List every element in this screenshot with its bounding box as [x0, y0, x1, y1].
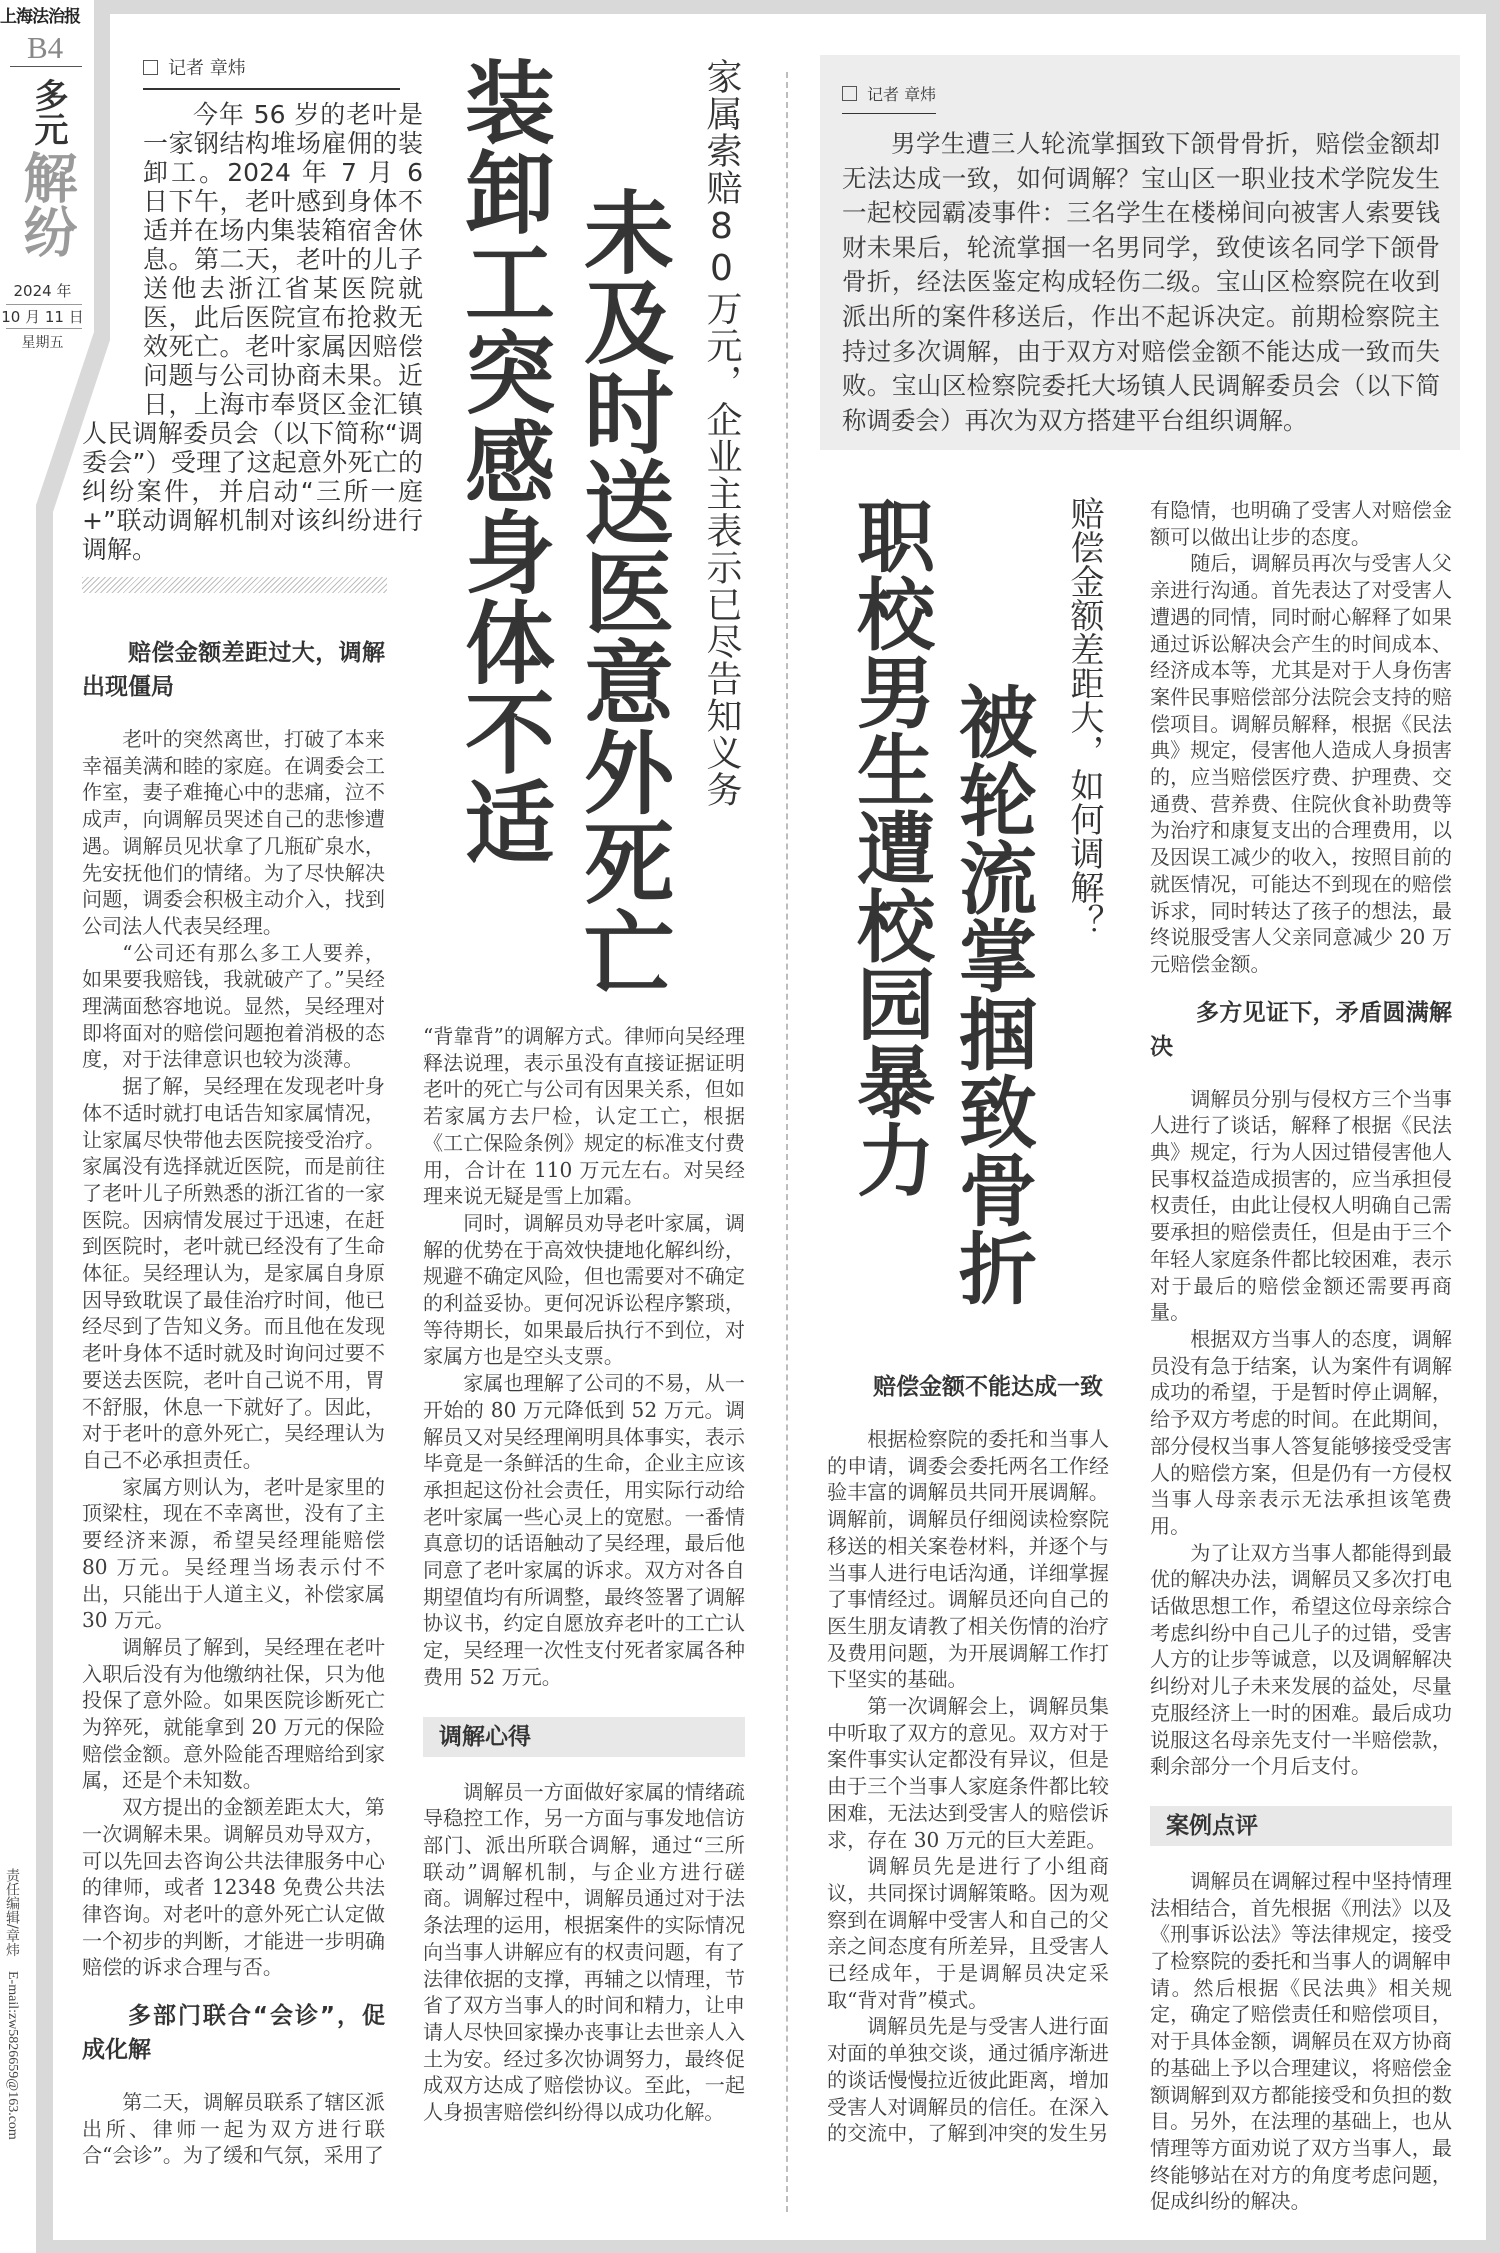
body-paragraph: 第二天，调解员联系了辖区派出所、律师一起为双方进行联合“会诊”。为了缓和气氛，采用了	[82, 2090, 385, 2168]
article2-byline	[842, 82, 936, 114]
body-paragraph: 根据检察院的委托和当事人的申请，调委会委托两名工作经验丰富的调解员共同开展调解。调解前，调解员仔细阅读检察院移送的相关案卷材料，并逐个与当事人进行电话沟通，详细掌握了事情经过。调解员还向自己的医生朋友请教了相关伤情的治疗及费用问题，为开展调解工作打下坚实的基础。	[827, 1427, 1109, 1692]
divider	[10, 66, 82, 67]
body-paragraph: 有隐情，也明确了受害人对赔偿金额可以做出让步的态度。	[1150, 498, 1452, 549]
checkbox-square-icon	[143, 60, 158, 75]
article2-title-line2: 职校男生遭校园暴力	[844, 496, 935, 1198]
hatched-separator	[82, 577, 387, 593]
editor-email[interactable]: E-mail:zw5826659@163.com	[5, 1971, 20, 2140]
body-paragraph: “背靠背”的调解方式。律师向吴经理释法说理，表示虽没有直接证据证明老叶的死亡与公司有因果关系，但如若家属方去尸检，认定工亡，根据《工亡保险条例》规定的标准支付费用，合计在 110 万元左右。对吴经理来说无疑是雪上加霜。	[423, 1024, 745, 1209]
body-paragraph: 家属方则认为，老叶是家里的顶梁柱，现在不幸离世，没有了主要经济来源，希望吴经理能赔偿 80 万元。吴经理当场表示付不出，只能出于人道主义，补偿家属 30 万元。	[82, 1474, 385, 1633]
issue-year: 2024 年	[13, 282, 72, 300]
body-paragraph: 第一次调解会上，调解员集中听取了双方的意见。双方对于案件事实认定都没有异议，但是由于三个当事人家庭条件都比较困难，无法达到受害人的赔偿诉求，存在 30 万元的巨大差距。	[827, 1694, 1109, 1852]
boxed-section-heading: 调解心得	[423, 1717, 745, 1757]
article1-title-line1: 未及时送医意外死亡	[568, 186, 674, 996]
boxed-section-heading: 案例点评	[1150, 1806, 1452, 1846]
body-paragraph: 同时，调解员劝导老叶家属，调解的优势在于高效快捷地化解纠纷，规避不确定风险，但也需要对不确定的利益妥协。更何况诉讼程序繁琐，等待期长，如果最后执行不到位，对家属方也是空头支票。	[423, 1210, 745, 1369]
newspaper-logo: 上海法治报	[0, 7, 80, 27]
intro-spacer	[82, 100, 143, 419]
issue-weekday: 星期五	[21, 335, 64, 351]
issue-date: 10 月 11 日	[1, 308, 84, 326]
article2-column4	[1150, 497, 1452, 2222]
section-name-line1: 多元	[28, 78, 68, 146]
section-heading: 赔偿金额不能达成一致	[873, 1374, 1103, 1400]
article1-byline	[143, 54, 400, 90]
body-paragraph: 调解员了解到，吴经理在老叶入职后没有为他缴纳社保，只为他投保了意外险。如果医院诊断死亡为猝死，就能拿到 20 万元的保险赔偿金额。意外险能否理赔给到家属，还是个未知数。	[82, 1634, 385, 1793]
article2-subtitle: 赔偿金额差距大，如何调解？	[1064, 496, 1104, 938]
byline-text: 记者 章炜	[867, 85, 937, 104]
intro-paragraph: 今年 56 岁的老叶是一家钢结构堆场雇佣的装卸工。2024 年 7 月 6 日下午，老叶感到身体不适并在场内集装箱宿舍休息。第二天，老叶的儿子送他去浙江省某医院就医，此后医院宣布抢救无效死亡。老叶家属因赔偿问题与公司协商未果。近日，上海市奉贤区金汇镇人民调解委员会（以下简称“调委会”）受理了这起意外死亡的纠纷案件，并启动“三所一庭 +”联动调解机制对该纠纷进行调解。	[82, 100, 423, 564]
article1-intro	[82, 100, 423, 564]
body-paragraph: 随后，调解员再次与受害人父亲进行沟通。首先表达了对受害人遭遇的同情，同时耐心解释了如果通过诉讼解决会产生的时间成本、经济成本等，尤其是对于人身伤害案件民事赔偿部分法院会支持的赔偿项目。调解员解释，根据《民法典》规定，侵害他人造成人身损害的，应当赔偿医疗费、护理费、交通费、营养费、住院伙食补助费等为治疗和康复支出的合理费用，以及因误工减少的收入，按照目前的就医情况，可能达不到现在的赔偿诉求，同时转达了孩子的想法，最终说服受害人父亲同意减少 20 万元赔偿金额。	[1150, 551, 1452, 976]
body-paragraph: 双方提出的金额差距太大，第一次调解未果。调解员劝导双方，可以先回去咨询公共法律服务中心的律师，或者 12348 免费公共法律咨询。对老叶的意外死亡认定做一个初步的判断，才能进一步明确赔偿的诉求合理与否。	[82, 1795, 385, 1980]
byline-text: 记者 章炜	[168, 58, 246, 79]
body-paragraph: 调解员先是进行了小组商议，共同探讨调解策略。因为观察到在调解中受害人和自己的父亲之间态度有所差异，且受害人已经成年，于是调解员决定采取“背对背”模式。	[827, 1854, 1109, 2012]
body-paragraph: 根据双方当事人的态度，调解员没有急于结案，认为案件有调解成功的希望，于是暂时停止调解，给予双方考虑的时间。在此期间，部分侵权当事人答复能够接受受害人的赔偿方案，但是仍有一方侵权当事人母亲表示无法承担该笔费用。	[1150, 1326, 1452, 1538]
editor-name: 责任编辑/章炜	[4, 1868, 20, 1957]
article1-column2	[423, 1023, 745, 2218]
section-heading: 多方见证下，矛盾圆满解决	[1150, 999, 1452, 1060]
section-heading: 赔偿金额差距过大，调解出现僵局	[82, 640, 385, 700]
article2-column3	[827, 1370, 1109, 2235]
section-heading: 多部门联合“会诊”，促成化解	[82, 2003, 385, 2064]
divider	[6, 328, 82, 329]
article1-subtitle: 家属索赔80万元，企业主表示已尽告知义务	[701, 58, 742, 808]
body-paragraph: 调解员分别与侵权方三个当事人进行了谈话，解释了根据《民法典》规定，行为人因过错侵害他人民事权益造成损害的，应当承担侵权责任，由此让侵权人明确自己需要承担的赔偿责任，但是由于三个年轻人家庭条件都比较困难，表示对于最后的赔偿金额还需要再商量。	[1150, 1086, 1452, 1325]
body-paragraph: 老叶的突然离世，打破了本来幸福美满和睦的家庭。在调委会工作室，妻子难掩心中的悲痛，泣不成声，向调解员哭述自己的悲惨遭遇。调解员见状拿了几瓶矿泉水，先安抚他们的情绪。为了尽快解决问题，调委会积极主动介入，找到公司法人代表吴经理。	[82, 727, 385, 938]
section-name-line2: 解纷	[15, 150, 79, 258]
checkbox-square-icon	[842, 86, 857, 101]
body-paragraph: 家属也理解了公司的不易，从一开始的 80 万元降低到 52 万元。调解员又对吴经理阐明具体事实，表示毕竟是一条鲜活的生命，企业主应该承担起这份社会责任，用实际行动给老叶家属一些心灵上的宽慰。一番情真意切的话语触动了吴经理，最后他同意了老叶家属的诉求。双方对各自期望值均有所调整，最终签署了调解协议书，约定自愿放弃老叶的工亡认定，吴经理一次性支付死者家属各种费用 52 万元。	[423, 1371, 745, 1689]
body-paragraph: 据了解，吴经理在发现老叶身体不适时就打电话告知家属情况，让家属尽快带他去医院接受治疗。家属没有选择就近医院，而是前往了老叶儿子所熟悉的浙江省的一家医院。因病情发展过于迅速，在赶到医院时，老叶就已经没有了生命体征。吴经理认为，是家属自身原因导致耽误了最佳治疗时间，他已经尽到了告知义务。而且他在发现老叶身体不适时就及时询问过要不要送去医院，老叶自己说不用，胃不舒服，休息一下就好了。因此，对于老叶的意外死亡，吴经理认为自己不必承担责任。	[82, 1074, 385, 1472]
dashed-column-divider	[786, 72, 788, 2212]
body-paragraph: 调解员在调解过程中坚持情理法相结合，首先根据《刑法》以及《刑事诉讼法》等法律规定，接受了检察院的委托和当事人的调解申请。然后根据《民法典》相关规定，确定了赔偿责任和赔偿项目，对于具体金额，调解员在双方协商的基础上予以合理建议，将赔偿金额调解到双方都能接受和负担的数目。另外，在法理的基础上，也从情理等方面劝说了双方当事人，最终能够站在对方的角度考虑问题，促成纠纷的解决。	[1150, 1868, 1452, 2214]
article2-intro	[842, 127, 1440, 438]
body-paragraph: 调解员一方面做好家属的情绪疏导稳控工作，另一方面与事发地信访部门、派出所联合调解，通过“三所联动”调解机制，与企业方进行磋商。调解过程中，调解员通过对于法条法理的运用，根据案件的实际情况向当事人讲解应有的权责问题，有了法律依据的支撑，再辅之以情理，节省了双方当事人的时间和精力，让申请人尽快回家操办丧事让去世亲人入土为安。经过多次协调努力，最终促成双方达成了赔偿协议。至此，一起人身损害赔偿纠纷得以成功化解。	[423, 1779, 745, 2125]
page-number: B4	[27, 30, 64, 65]
intro-paragraph: 男学生遭三人轮流掌掴致下颌骨骨折，赔偿金额却无法达成一致，如何调解？宝山区一职业技术学院发生一起校园霸凌事件：三名学生在楼梯间向被害人索要钱财未果后，轮流掌掴一名男同学，致使该名同学下颌骨骨折，经法医鉴定构成轻伤二级。宝山区检察院在收到派出所的案件移送后，作出不起诉决定。前期检察院主持过多次调解，由于双方对赔偿金额不能达成一致而失败。宝山区检察院委托大场镇人民调解委员会（以下简称调委会）再次为双方搭建平台组织调解。	[842, 129, 1440, 435]
divider	[6, 304, 82, 305]
article1-title-line2: 装卸工突感身体不适	[449, 56, 555, 866]
article2-title-line1: 被轮流掌掴致骨折	[946, 682, 1037, 1306]
article1-column1	[82, 636, 385, 2216]
body-paragraph: 为了让双方当事人都能得到最优的解决办法，调解员又多次打电话做思想工作，希望这位母亲综合考虑纠纷中自己儿子的过错，受害人方的让步等诚意，以及调解解决纠纷对儿子未来发展的益处，尽量克服经济上一时的困难。最后成功说服这名母亲先支付一半赔偿款，剩余部分一个月后支付。	[1150, 1540, 1452, 1779]
editor-credit	[4, 1868, 20, 2140]
body-paragraph: 调解员先是与受害人进行面对面的单独交谈，通过循序渐进的谈话慢慢拉近彼此距离，增加受害人对调解员的信任。在深入的交流中，了解到冲突的发生另	[827, 2014, 1109, 2146]
body-paragraph: “公司还有那么多工人要养，如果要我赔钱，我就破产了。”吴经理满面愁容地说。显然，吴经理对即将面对的赔偿问题抱着消极的态度，对于法律意识也较为淡薄。	[82, 940, 385, 1072]
